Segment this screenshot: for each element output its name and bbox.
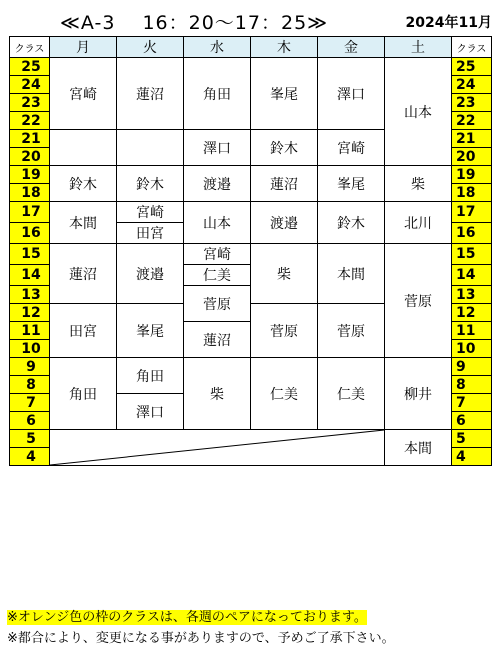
- level-label: 6: [452, 412, 492, 430]
- level-label: 18: [452, 184, 492, 202]
- day-header-mon: 月: [50, 37, 117, 58]
- schedule-title: ≪A-3 16：20～17：25≫: [60, 12, 329, 34]
- level-label: 5: [10, 430, 50, 448]
- lesson-cell: 鈴木: [251, 130, 318, 166]
- schedule-month: 2024年11月: [405, 15, 492, 31]
- lesson-cell: 田宮: [117, 223, 184, 244]
- lesson-cell: 角田: [50, 358, 117, 430]
- lesson-cell: [50, 130, 117, 166]
- day-header-tue: 火: [117, 37, 184, 58]
- no-class-area: [50, 430, 385, 466]
- level-label: 22: [10, 112, 50, 130]
- lesson-cell: 仁美: [251, 358, 318, 430]
- lesson-cell: 本間: [318, 244, 385, 304]
- lesson-cell: 宮崎: [184, 244, 251, 265]
- level-label: 15: [10, 244, 50, 265]
- lesson-cell: 澤口: [184, 130, 251, 166]
- lesson-cell: 田宮: [50, 304, 117, 358]
- level-label: 20: [10, 148, 50, 166]
- lesson-cell: [117, 130, 184, 166]
- level-label: 24: [10, 76, 50, 94]
- level-label: 9: [10, 358, 50, 376]
- lesson-cell: 角田: [184, 58, 251, 130]
- lesson-cell: 蓮沼: [50, 244, 117, 304]
- level-label: 19: [452, 166, 492, 184]
- lesson-cell: 峯尾: [318, 166, 385, 202]
- lesson-cell: 角田: [117, 358, 184, 394]
- level-label: 13: [10, 286, 50, 304]
- lesson-cell: 澤口: [318, 58, 385, 130]
- lesson-cell: 北川: [385, 202, 452, 244]
- level-label: 19: [10, 166, 50, 184]
- lesson-cell: 柴: [251, 244, 318, 304]
- level-label: 23: [10, 94, 50, 112]
- lesson-cell: 宮崎: [117, 202, 184, 223]
- level-label: 15: [452, 244, 492, 265]
- level-label: 14: [452, 265, 492, 286]
- day-header-sat: 土: [385, 37, 452, 58]
- day-header-fri: 金: [318, 37, 385, 58]
- level-label: 22: [452, 112, 492, 130]
- lesson-cell: 本間: [50, 202, 117, 244]
- lesson-cell: 峯尾: [251, 58, 318, 130]
- lesson-cell: 鈴木: [50, 166, 117, 202]
- lesson-cell: 峯尾: [117, 304, 184, 358]
- lesson-cell: 柳井: [385, 358, 452, 430]
- level-label: 7: [452, 394, 492, 412]
- level-label: 8: [452, 376, 492, 394]
- level-label: 4: [452, 448, 492, 466]
- level-label: 17: [452, 202, 492, 223]
- level-label: 12: [10, 304, 50, 322]
- level-label: 13: [452, 286, 492, 304]
- lesson-cell: 菅原: [184, 286, 251, 322]
- note-pair-classes: [7, 609, 367, 627]
- lesson-cell: 宮崎: [50, 58, 117, 130]
- lesson-cell: 鈴木: [117, 166, 184, 202]
- lesson-cell: 蓮沼: [251, 166, 318, 202]
- lesson-cell: 菅原: [385, 244, 452, 358]
- schedule-table: [9, 36, 492, 466]
- level-label: 16: [10, 223, 50, 244]
- level-label: 11: [10, 322, 50, 340]
- level-label: 5: [452, 430, 492, 448]
- level-label: 14: [10, 265, 50, 286]
- lesson-cell: 本間: [385, 430, 452, 466]
- level-label: 10: [452, 340, 492, 358]
- note-highlight: ※オレンジ色の枠のクラスは、各週のペアになっております。: [7, 610, 367, 625]
- level-label: 16: [452, 223, 492, 244]
- level-label: 20: [452, 148, 492, 166]
- class-header-left: クラス: [10, 37, 50, 58]
- level-label: 10: [10, 340, 50, 358]
- lesson-cell: 柴: [385, 166, 452, 202]
- level-label: 7: [10, 394, 50, 412]
- level-label: 18: [10, 184, 50, 202]
- lesson-cell: 山本: [184, 202, 251, 244]
- lesson-cell: 山本: [385, 58, 452, 166]
- lesson-cell: 蓮沼: [117, 58, 184, 130]
- day-header-thu: 木: [251, 37, 318, 58]
- class-header-right: クラス: [452, 37, 492, 58]
- diagonal-line: [50, 430, 384, 465]
- level-label: 17: [10, 202, 50, 223]
- lesson-cell: 菅原: [318, 304, 385, 358]
- lesson-cell: 仁美: [318, 358, 385, 430]
- level-label: 12: [452, 304, 492, 322]
- lesson-cell: 渡邉: [184, 166, 251, 202]
- lesson-cell: 宮崎: [318, 130, 385, 166]
- note-changes: ※都合により、変更になる事がありますので、予めご了承下さい。: [7, 631, 395, 646]
- lesson-cell: 鈴木: [318, 202, 385, 244]
- level-label: 23: [452, 94, 492, 112]
- lesson-cell: 菅原: [251, 304, 318, 358]
- level-label: 25: [452, 58, 492, 76]
- lesson-cell: 渡邉: [251, 202, 318, 244]
- level-label: 4: [10, 448, 50, 466]
- level-label: 24: [452, 76, 492, 94]
- lesson-cell: 仁美: [184, 265, 251, 286]
- lesson-cell: 柴: [184, 358, 251, 430]
- lesson-cell: 澤口: [117, 394, 184, 430]
- level-label: 8: [10, 376, 50, 394]
- level-label: 25: [10, 58, 50, 76]
- level-label: 6: [10, 412, 50, 430]
- level-label: 11: [452, 322, 492, 340]
- day-header-wed: 水: [184, 37, 251, 58]
- level-label: 9: [452, 358, 492, 376]
- level-label: 21: [452, 130, 492, 148]
- lesson-cell: 蓮沼: [184, 322, 251, 358]
- level-label: 21: [10, 130, 50, 148]
- lesson-cell: 渡邉: [117, 244, 184, 304]
